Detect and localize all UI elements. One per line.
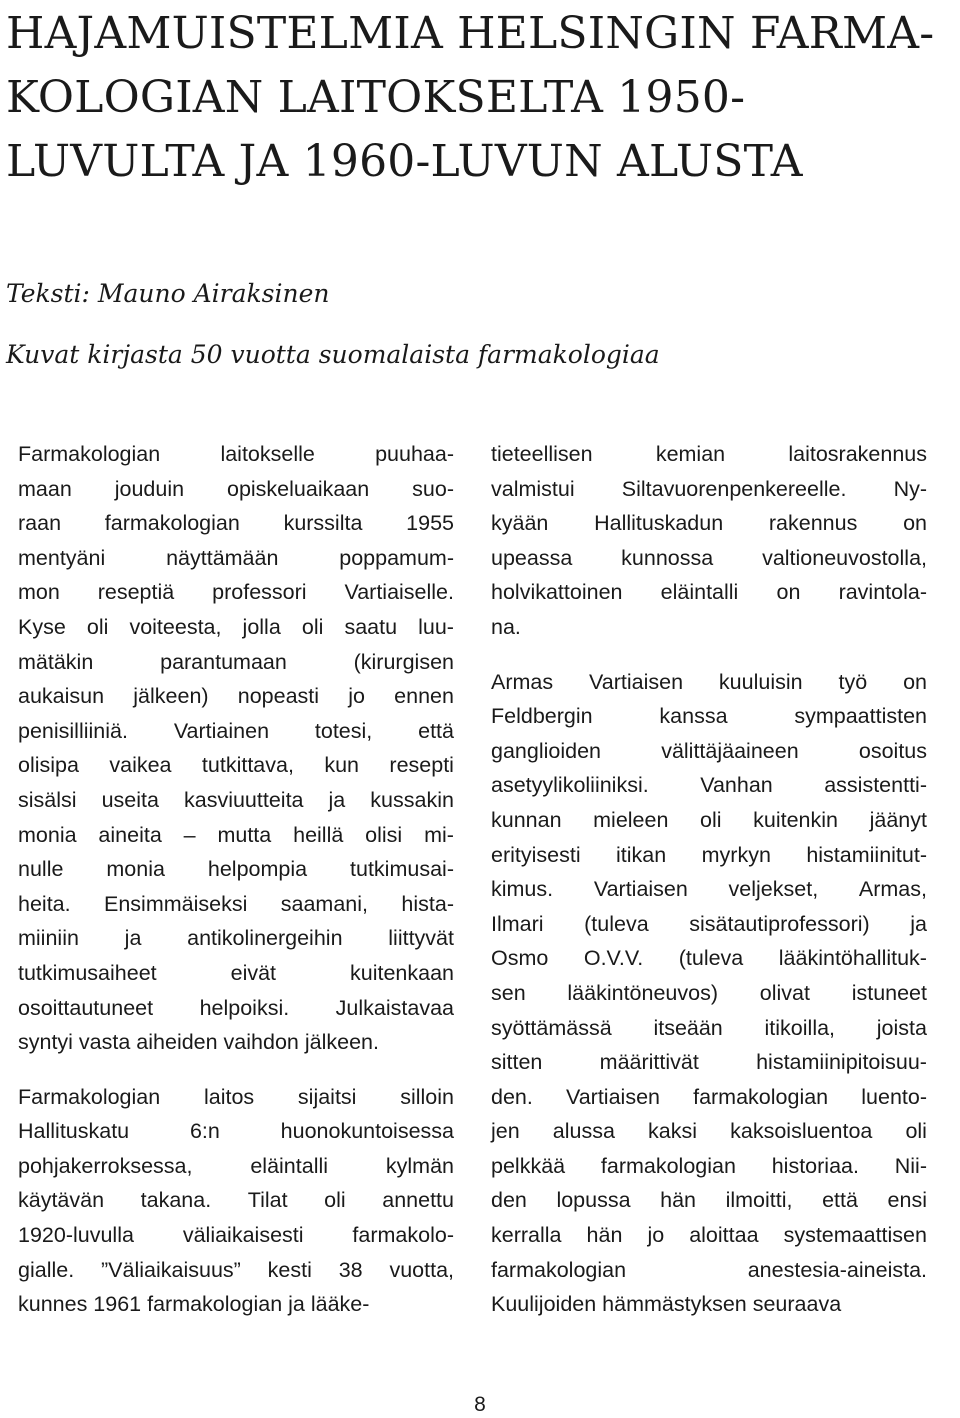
text-line: Osmo O.V.V. (tuleva lääkintöhallituk- — [491, 946, 927, 971]
text-line: penisilliiniä. Vartiainen totesi, että — [18, 718, 454, 743]
text-line: kerralla hän jo aloittaa systemaattisen — [491, 1223, 927, 1248]
paragraph — [18, 437, 454, 1060]
page-number: 8 — [474, 1393, 486, 1416]
article-title — [6, 2, 956, 194]
text-line: ganglioiden välittäjäaineen osoitus — [491, 738, 927, 763]
paragraph — [491, 665, 927, 1322]
text-line: Ilmari (tuleva sisätautiprofessori) ja — [491, 911, 927, 936]
text-line: pelkkää farmakologian historiaa. Nii- — [491, 1153, 927, 1178]
text-line: mätäkin parantumaan (kirurgisen — [18, 649, 454, 674]
text-line: asetyylikoliiniksi. Vanhan assistentti- — [491, 773, 927, 798]
title-line: HAJAMUISTELMIA HELSINGIN FARMA- — [6, 8, 935, 59]
text-line: kunnes 1961 farmakologian ja lääke- — [18, 1292, 370, 1317]
paragraph — [18, 1080, 454, 1322]
text-column-left — [18, 437, 454, 1322]
text-line: maan jouduin opiskeluaikaan suo- — [18, 476, 454, 501]
text-line: sitten määrittivät histamiinipitoisuu- — [491, 1050, 927, 1075]
text-line: Feldbergin kanssa sympaattisten — [491, 704, 927, 729]
text-line: miiniin ja antikolinergeihin liittyvät — [18, 926, 454, 951]
title-line: KOLOGIAN LAITOKSELTA 1950- — [6, 72, 746, 123]
text-line: den lopussa hän ilmoitti, että ensi — [491, 1188, 927, 1213]
text-line: käytävän takana. Tilat oli annettu — [18, 1188, 454, 1213]
text-line: osoittautuneet helpoiksi. Julkaistavaa — [18, 995, 454, 1020]
text-line: 1920-luvulla väliaikaisesti farmakolo- — [18, 1223, 454, 1248]
text-line: syöttämässä itseään itikoilla, joista — [491, 1015, 927, 1040]
text-line: den. Vartiaisen farmakologian luento- — [491, 1084, 927, 1109]
text-line: tutkimusaiheet eivät kuitenkaan — [18, 960, 454, 985]
text-line: Kuulijoiden hämmästyksen seuraava — [491, 1292, 842, 1317]
text-line: erityisesti itikan myrkyn histamiinitut- — [491, 842, 927, 867]
text-line: tieteellisen kemian laitosrakennus — [491, 442, 927, 466]
paragraph — [491, 437, 927, 645]
text-line: mentyäni näyttämään poppamum- — [18, 545, 454, 570]
title-line: LUVULTA JA 1960-LUVUN ALUSTA — [6, 136, 803, 187]
text-line: monia aineita – mutta heillä olisi mi- — [18, 822, 454, 847]
text-line: gialle. ”Väliaikaisuus” kesti 38 vuotta, — [18, 1257, 454, 1282]
text-line: heita. Ensimmäiseksi saamani, hista- — [18, 891, 454, 916]
text-line: Kyse oli voiteesta, jolla oli saatu luu- — [18, 614, 454, 639]
text-line: kimus. Vartiaisen veljekset, Armas, — [491, 877, 927, 902]
text-line: upeassa kunnossa valtioneuvostolla, — [491, 545, 927, 570]
text-line: mon reseptiä professori Vartiaiselle. — [18, 580, 454, 605]
text-line: valmistui Siltavuorenpenkereelle. Ny- — [491, 476, 927, 501]
text-line: Armas Vartiaisen kuuluisin työ on — [491, 669, 927, 694]
text-line: holvikattoinen eläintalli on ravintola- — [491, 580, 927, 605]
text-line: syntyi vasta aiheiden vaihdon jälkeen. — [18, 1030, 379, 1055]
text-line: Farmakologian laitokselle puuhaa- — [18, 442, 454, 466]
text-line: jen alussa kaksi kaksoisluentoa oli — [491, 1119, 927, 1144]
text-line: Farmakologian laitos sijaitsi silloin — [18, 1084, 454, 1109]
text-line: sen lääkintöneuvos) olivat istuneet — [491, 980, 927, 1005]
text-line: olisipa vaikea tutkittava, kun resepti — [18, 753, 454, 778]
text-line: kunnan mieleen oli kuitenkin jäänyt — [491, 807, 927, 832]
text-line: sisälsi useita kasviuutteita ja kussakin — [18, 787, 454, 812]
text-line: kyään Hallituskadun rakennus on — [491, 511, 927, 536]
author-credit: Teksti: Mauno Airaksinen — [6, 279, 330, 308]
text-line: farmakologian anestesia-aineista. — [491, 1257, 927, 1282]
text-column-right — [491, 437, 927, 1322]
text-line: pohjakerroksessa, eläintalli kylmän — [18, 1153, 454, 1178]
text-line: na. — [491, 614, 521, 639]
picture-credit: Kuvat kirjasta 50 vuotta suomalaista farmakologiaa — [6, 340, 660, 369]
text-line: raan farmakologian kurssilta 1955 — [18, 511, 454, 536]
text-line: nulle monia helpompia tutkimusai- — [18, 857, 454, 882]
text-line: aukaisun jälkeen) nopeasti jo ennen — [18, 684, 454, 709]
text-line: Hallituskatu 6:n huonokuntoisessa — [18, 1119, 454, 1144]
